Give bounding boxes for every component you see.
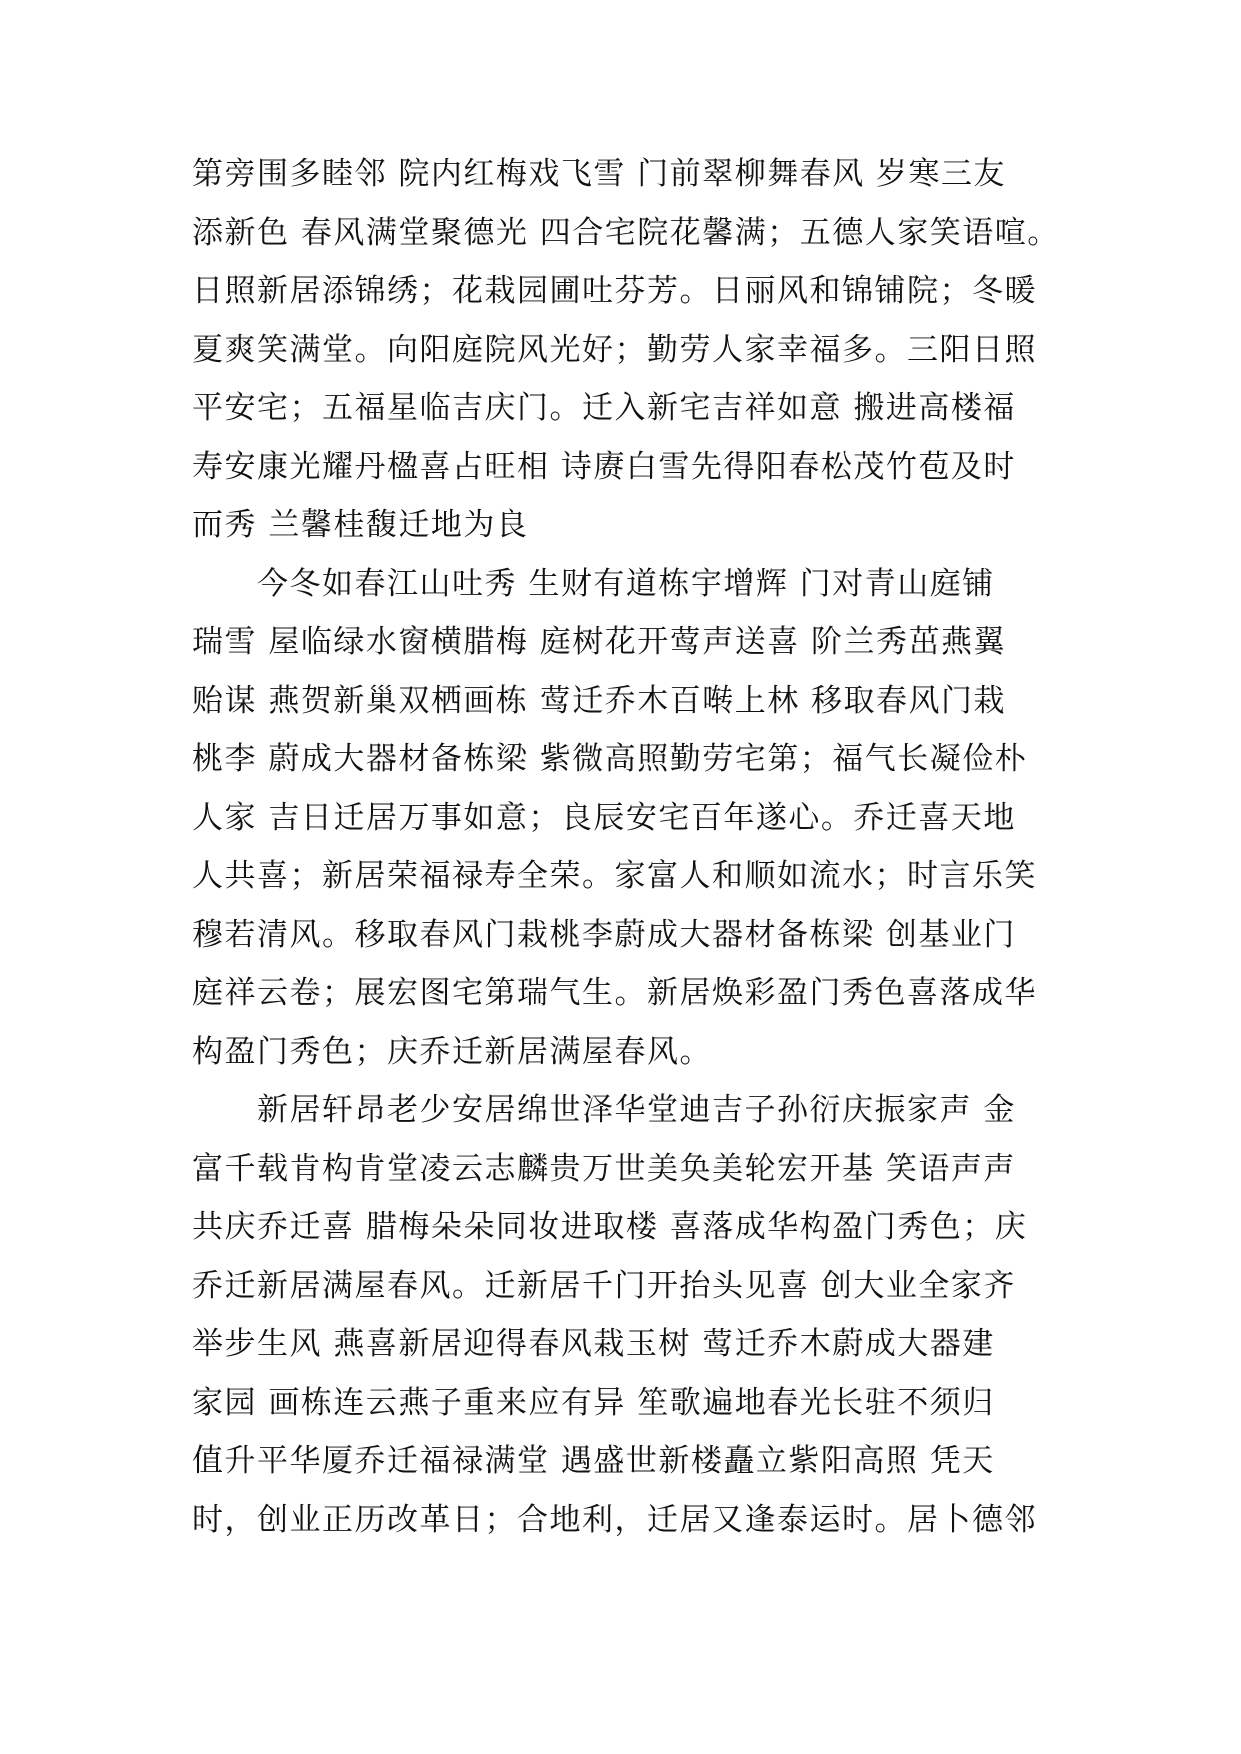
text-line: 富千载肯构肯堂凌云志麟贵万世美奂美轮宏开基 笑语声声 (192, 1150, 1016, 1187)
text-line: 寿安康光耀丹楹喜占旺相 诗赓白雪先得阳春松茂竹苞及时 (192, 448, 1016, 485)
text-line: 穆若清风。移取春风门栽桃李蔚成大器材备栋梁 创基业门 (192, 916, 1016, 953)
text-line: 第旁围多睦邻 院内红梅戏飞雪 门前翠柳舞春风 岁寒三友 (192, 156, 1007, 192)
text-line: 添新色 春风满堂聚德光 四合宅院花馨满；五德人家笑语喧。 (192, 214, 1060, 251)
document-body (192, 145, 1092, 1549)
text-line: 家园 画栋连云燕子重来应有异 笙歌遍地春光长驻不须归 (192, 1384, 995, 1421)
text-line: 构盈门秀色；庆乔迁新居满屋春风。 (192, 1033, 712, 1070)
text-line: 今冬如春江山吐秀 生财有道栋宇增辉 门对青山庭铺 (192, 565, 995, 602)
text-line: 新居轩昂老少安居绵世泽华堂迪吉子孙衍庆振家声 金 (192, 1092, 1016, 1128)
text-line: 桃李 蔚成大器材备栋梁 紫微高照勤劳宅第；福气长凝俭朴 (192, 741, 1028, 777)
text-line: 人家 吉日迁居万事如意；良辰安宅百年遂心。乔迁喜天地 (192, 799, 1016, 836)
text-line: 平安宅；五福星临吉庆门。迁入新宅吉祥如意 搬进高楼福 (192, 390, 1016, 426)
text-line: 举步生风 燕喜新居迎得春风栽玉树 莺迁乔木蔚成大器建 (192, 1326, 995, 1362)
text-line: 人共喜；新居荣福禄寿全荣。家富人和顺如流水；时言乐笑 (192, 858, 1037, 894)
text-line: 乔迁新居满屋春风。迁新居千门开抬头见喜 创大业全家齐 (192, 1267, 1016, 1304)
text-line: 瑞雪 屋临绿水窗横腊梅 庭树花开莺声送喜 阶兰秀茁燕翼 (192, 624, 1007, 660)
text-line: 贻谋 燕贺新巢双栖画栋 莺迁乔木百啭上林 移取春风门栽 (192, 682, 1007, 719)
text-line: 庭祥云卷；展宏图宅第瑞气生。新居焕彩盈门秀色喜落成华 (192, 975, 1037, 1011)
text-line: 而秀 兰馨桂馥迁地为良 (192, 507, 529, 543)
text-line: 夏爽笑满堂。向阳庭院风光好；勤劳人家幸福多。三阳日照 (192, 331, 1037, 368)
text-line: 日照新居添锦绣；花栽园圃吐芬芳。日丽风和锦铺院；冬暖 (192, 273, 1037, 309)
text-line: 值升平华厦乔迁福禄满堂 遇盛世新楼矗立紫阳高照 凭天 (192, 1443, 995, 1479)
text-line: 共庆乔迁喜 腊梅朵朵同妆进取楼 喜落成华构盈门秀色；庆 (192, 1209, 1028, 1245)
text-line: 时，创业正历改革日；合地利，迁居又逢泰运时。居卜德邻 (192, 1501, 1037, 1538)
